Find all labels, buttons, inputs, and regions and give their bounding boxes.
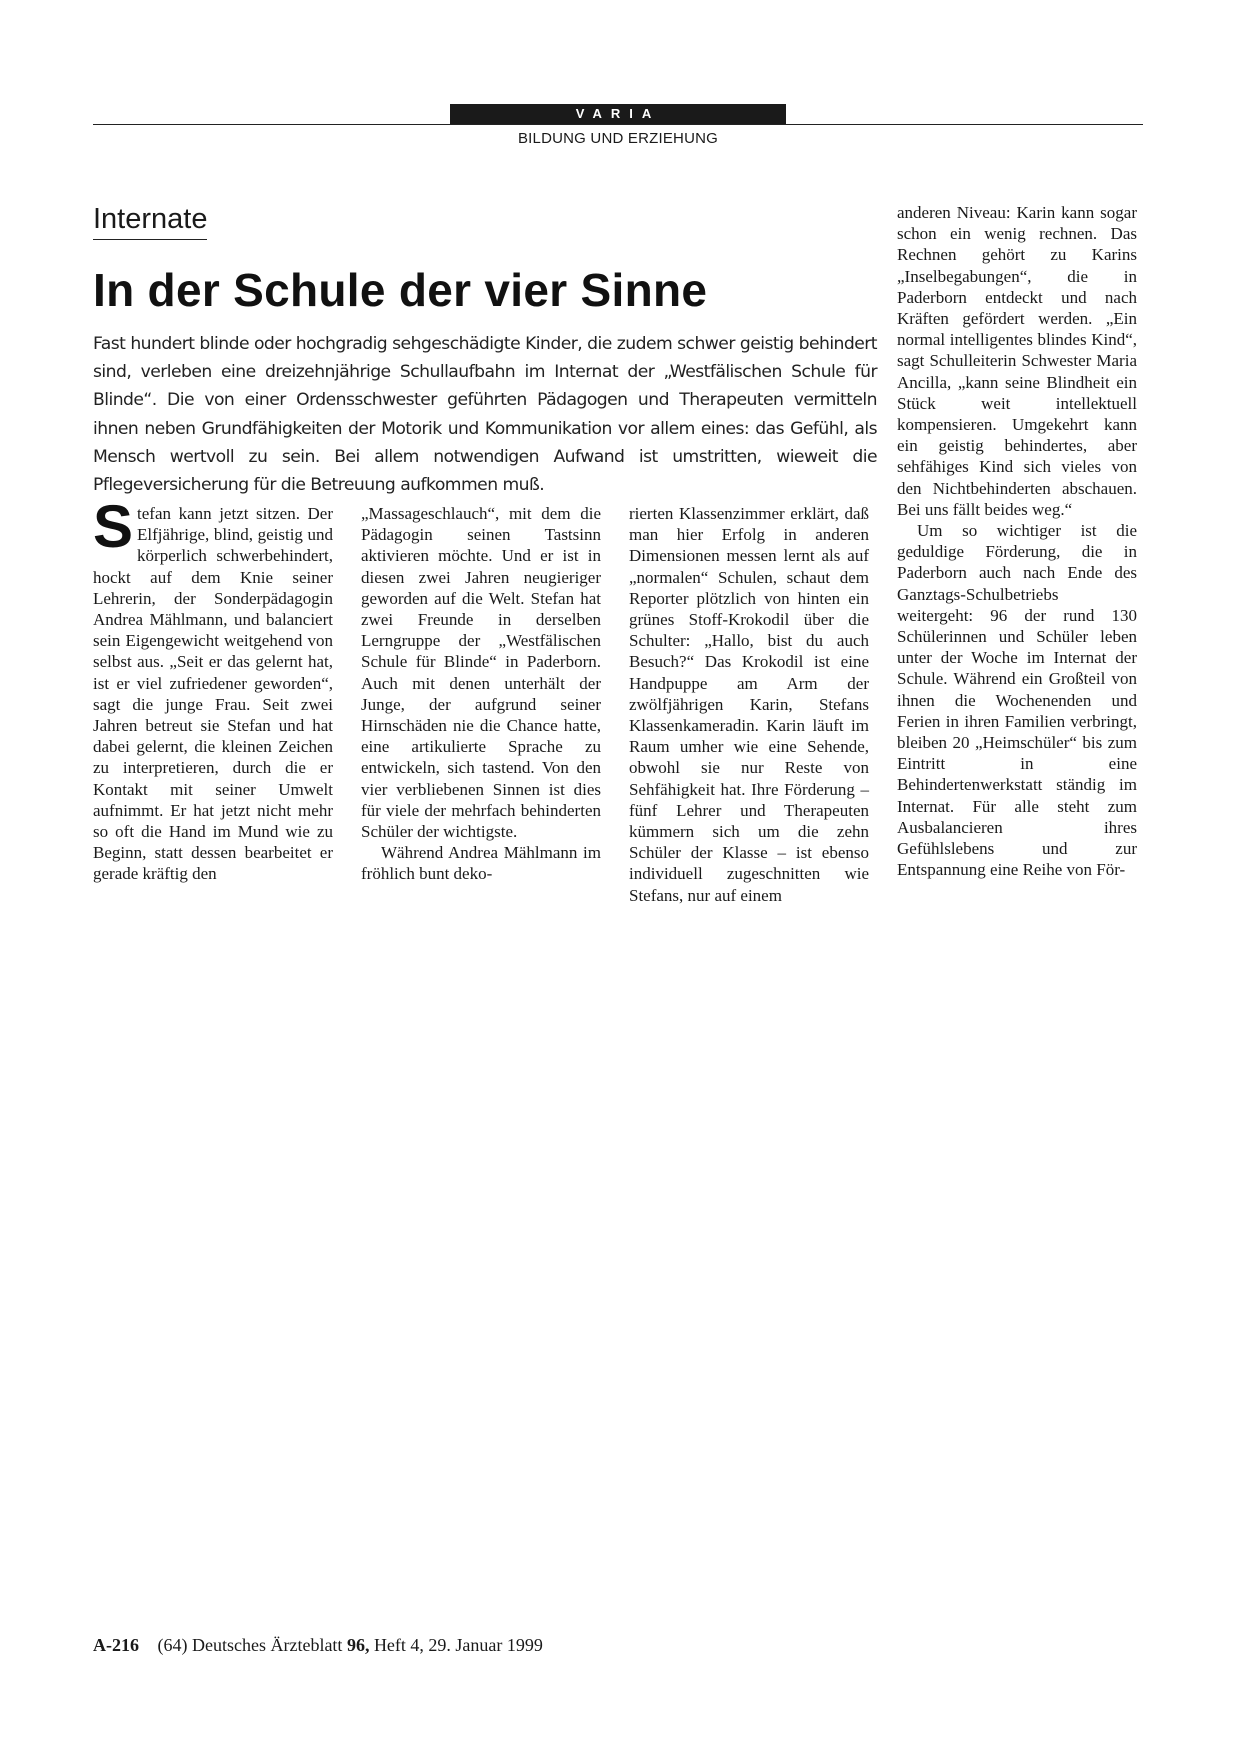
page-number: A-216: [93, 1635, 139, 1655]
paragraph: Um so wichtiger ist die geduldige Förderung, die in Paderborn auch nach Ende des Ganztags-Schulbetriebs weitergeht: 96 der rund 130 Schülerinnen und Schüler leben unter der Woche im Internat der Schule. Während ein Großteil von ihnen die Wochenenden und Ferien in ihren Familien verbringt, bleiben 20 „Heimschüler“ bis zum Eintritt in eine Behindertenwerkstatt ständig im Internat. Für alle steht zum Ausbalancieren ihres Gefühlslebens und zur Entspannung eine Reihe von För-: [897, 521, 1137, 880]
drop-cap: S: [93, 493, 134, 560]
page-footer: [93, 1635, 543, 1656]
text-column-3: [629, 503, 869, 906]
section-label: VARIA: [450, 104, 786, 124]
header-rule: [93, 124, 1143, 125]
paragraph: [93, 493, 333, 885]
rubric-label: BILDUNG UND ERZIEHUNG: [517, 130, 719, 147]
paragraph-text: tefan kann jetzt sitzen. Der Elfjährige, blind, geistig und körperlich schwerbehindert, hockt auf dem Knie seiner Lehrerin, der Sonderpädagogin Andrea Mählmann, und balanciert sein Eigengewicht weitgehend von selbst aus. „Seit er das gelernt hat, ist er viel zufriedener geworden“, sagt die junge Frau. Seit zwei Jahren betreut sie Stefan und hat dabei gelernt, die kleinen Zeichen zu interpretieren, durch die er Kontakt mit seiner Umwelt aufnimmt. Er hat jetzt nicht mehr so oft die Hand im Mund wie zu Beginn, statt dessen bearbeitet er gerade kräftig den: [93, 504, 333, 884]
text-column-1: [93, 493, 333, 885]
paragraph: rierten Klassenzimmer erklärt, daß man hier Erfolg in anderen Dimensionen messen lernt als auf „normalen“ Schulen, schaut dem Reporter plötzlich von hinten ein grünes Stoff-Krokodil über die Schulter: „Hallo, bist du auch Besuch?“ Das Krokodil ist eine Handpuppe am Arm der zwölfjährigen Karin, Stefans Klassenkameradin. Karin läuft im Raum umher wie eine Sehende, obwohl sie nur Reste von Sehfähigkeit hat. Ihre Förderung – fünf Lehrer und Therapeuten kümmern sich um die zehn Schüler der Klasse – ist ebenso individuell zugeschnitten wie Stefans, nur auf einem: [629, 504, 869, 905]
article-kicker: Internate: [93, 202, 207, 240]
article-lead: Fast hundert blinde oder hochgradig sehgeschädigte Kinder, die zudem schwer geistig behindert sind, verleben eine dreizehnjährige Schullaufbahn im Internat der „Westfälischen Schule für Blinde“. Die von einer Ordensschwester geführten Pädagogen und Therapeuten vermitteln ihnen neben Grundfähigkeiten der Motorik und Kommunikation vor allem eines: das Gefühl, als Mensch wertvoll zu sein. Bei allem notwendigen Aufwand ist umstritten, wieweit die Pflegeversicherung für die Betreuung aufkommen muß.: [93, 334, 877, 496]
article-headline: In der Schule der vier Sinne: [93, 264, 708, 316]
paragraph: Während Andrea Mählmann im fröhlich bunt deko-: [361, 843, 601, 884]
text-column-2: [361, 503, 601, 885]
text-column-4: [897, 202, 1137, 881]
issue-date: Heft 4, 29. Januar 1999: [373, 1635, 543, 1655]
paragraph: „Massageschlauch“, mit dem die Pädagogin seinen Tastsinn aktivieren möchte. Und er ist in diesen zwei Jahren neugieriger geworden auf die Welt. Stefan hat zwei Freunde in derselben Lerngruppe der „Westfälischen Schule für Blinde“ in Paderborn. Auch mit denen unterhält der Junge, der aufgrund seiner Hirnschäden nie die Chance hatte, eine artikulierte Sprache zu entwickeln, sich tastend. Von den vier verbliebenen Sinnen ist dies für viele der mehrfach behinderten Schüler der wichtigste.: [361, 504, 601, 842]
journal-volume: 96,: [346, 1635, 370, 1655]
paragraph: anderen Niveau: Karin kann sogar schon ein wenig rechnen. Das Rechnen gehört zu Karins „Inselbegabungen“, die in Paderborn entdeckt und nach Kräften gefördert werden. „Ein normal intelligentes blindes Kind“, sagt Schulleiterin Schwester Maria Ancilla, „kann seine Blindheit ein Stück weit intellektuell kompensieren. Umgekehrt kann ein geistig behindertes, aber sehfähiges Kind sich vieles von den Nichtbehinderten abschauen. Bei uns fällt beides weg.“: [897, 203, 1137, 519]
journal-name: (64) Deutsches Ärzteblatt: [157, 1635, 343, 1655]
